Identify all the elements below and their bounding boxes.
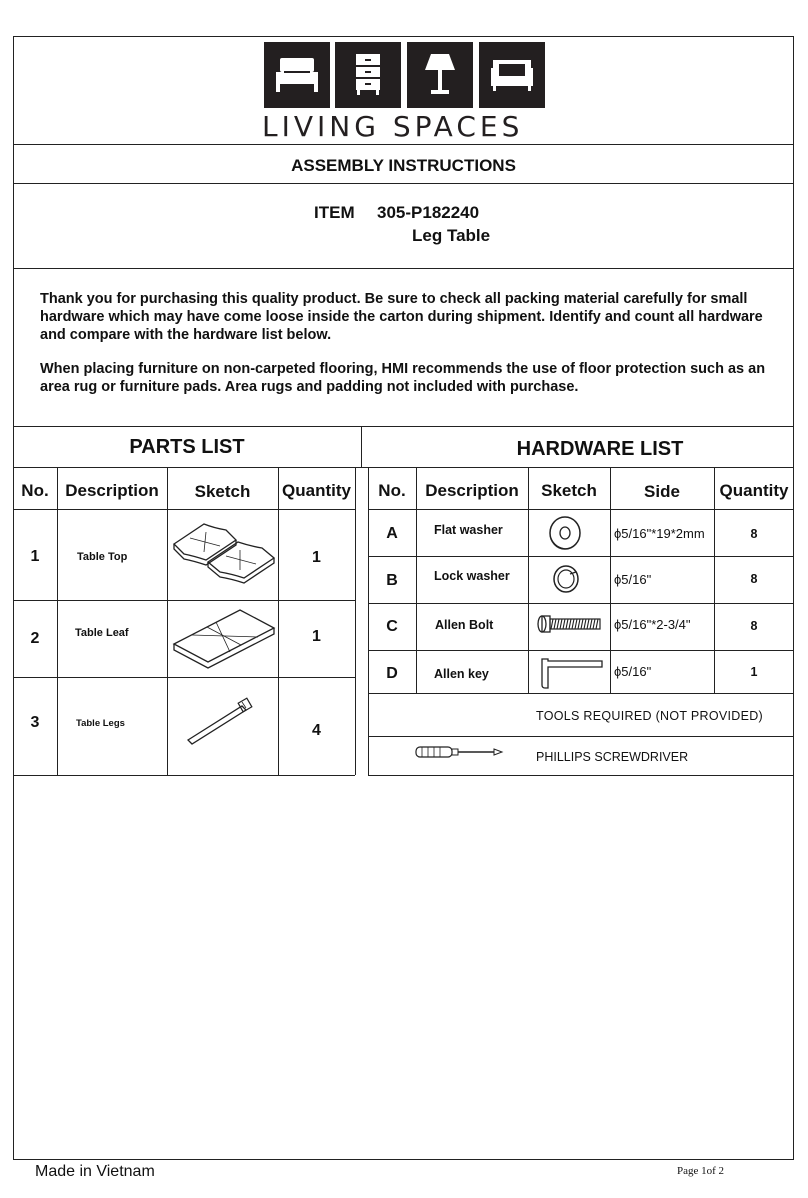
parts-list-heading: PARTS LIST xyxy=(129,436,245,458)
hardware-col-quantity: Quantity xyxy=(719,481,789,500)
table-row: A xyxy=(386,525,398,542)
allen-key-icon xyxy=(538,655,606,696)
divider xyxy=(368,650,794,651)
divider xyxy=(13,144,794,145)
table-leg-sketch xyxy=(184,696,264,753)
hardware-col-side: Side xyxy=(644,482,680,501)
page-title: ASSEMBLY INSTRUCTIONS xyxy=(291,156,516,175)
item-label: ITEM xyxy=(314,203,355,222)
divider xyxy=(167,467,168,775)
allen-bolt-icon xyxy=(536,613,604,640)
divider xyxy=(368,775,794,776)
tools-required-heading: TOOLS REQUIRED (NOT PROVIDED) xyxy=(536,709,764,723)
brand-name: LIVING SPACES xyxy=(262,110,524,143)
part-description: Table Leaf xyxy=(75,627,129,639)
divider xyxy=(13,600,355,601)
divider xyxy=(368,736,794,737)
parts-col-description: Description xyxy=(65,481,159,500)
hardware-col-description: Description xyxy=(425,481,519,500)
divider xyxy=(355,467,356,775)
divider xyxy=(13,183,794,184)
table-row: 2 xyxy=(30,630,40,647)
intro-paragraph: Thank you for purchasing this quality product. Be sure to check all packing material carefully for small hardware which may have come loose inside the carton during shipment. Identify and count all hardware and compare with the hardware list below. xyxy=(40,291,763,343)
lock-washer-icon xyxy=(550,562,582,601)
divider xyxy=(368,603,794,604)
sofa-icon xyxy=(479,42,545,108)
divider xyxy=(13,268,794,269)
hardware-description: Flat washer xyxy=(434,523,503,537)
part-description: Table Legs xyxy=(76,718,125,729)
part-quantity: 4 xyxy=(312,722,321,739)
table-row: C xyxy=(386,618,398,635)
page-number: Page 1of 2 xyxy=(677,1165,725,1177)
divider xyxy=(13,509,355,510)
floor-protection-note: When placing furniture on non-carpeted flooring, HMI recommends the use of floor protection such as an area rug or furniture pads. Area rugs and padding not included with purchase. xyxy=(40,361,766,395)
table-row: 1 xyxy=(30,548,40,565)
hardware-description: Allen key xyxy=(434,667,489,681)
hardware-side: ϕ5/16"*2-3/4" xyxy=(614,617,691,632)
hardware-side: ϕ5/16"*19*2mm xyxy=(614,526,705,541)
parts-col-sketch: Sketch xyxy=(194,482,251,501)
table-leaf-sketch xyxy=(170,604,278,679)
lamp-icon xyxy=(407,42,473,108)
part-description: Table Top xyxy=(77,551,128,563)
part-quantity: 1 xyxy=(312,628,321,645)
divider xyxy=(13,467,794,468)
parts-col-no: No. xyxy=(21,481,49,500)
divider xyxy=(13,426,794,427)
table-top-sketch xyxy=(170,518,278,599)
screwdriver-icon xyxy=(414,744,504,765)
hardware-side: ϕ5/16" xyxy=(614,572,652,587)
bed-icon xyxy=(264,42,330,108)
hardware-description: Allen Bolt xyxy=(435,618,494,632)
divider xyxy=(57,467,58,775)
hardware-quantity: 8 xyxy=(750,572,758,586)
table-row: B xyxy=(386,572,398,589)
divider xyxy=(368,509,794,510)
part-quantity: 1 xyxy=(312,549,321,566)
divider xyxy=(13,775,355,776)
hardware-description: Lock washer xyxy=(434,569,510,583)
parts-col-quantity: Quantity xyxy=(282,481,351,500)
item-number: 305-P182240 xyxy=(377,203,480,222)
hardware-col-sketch: Sketch xyxy=(541,481,597,500)
hardware-quantity: 8 xyxy=(750,619,758,633)
hardware-col-no: No. xyxy=(378,481,406,500)
item-name: Leg Table xyxy=(412,226,491,245)
table-row: 3 xyxy=(30,714,40,731)
tool-screwdriver: PHILLIPS SCREWDRIVER xyxy=(536,750,689,764)
flat-washer-icon xyxy=(545,514,585,557)
hardware-list-heading: HARDWARE LIST xyxy=(516,438,684,460)
made-in: Made in Vietnam xyxy=(35,1163,155,1180)
hardware-quantity: 8 xyxy=(750,527,758,541)
table-row: D xyxy=(386,665,398,682)
hardware-side: ϕ5/16" xyxy=(614,664,652,679)
nightstand-icon xyxy=(335,42,401,108)
hardware-quantity: 1 xyxy=(750,665,758,679)
